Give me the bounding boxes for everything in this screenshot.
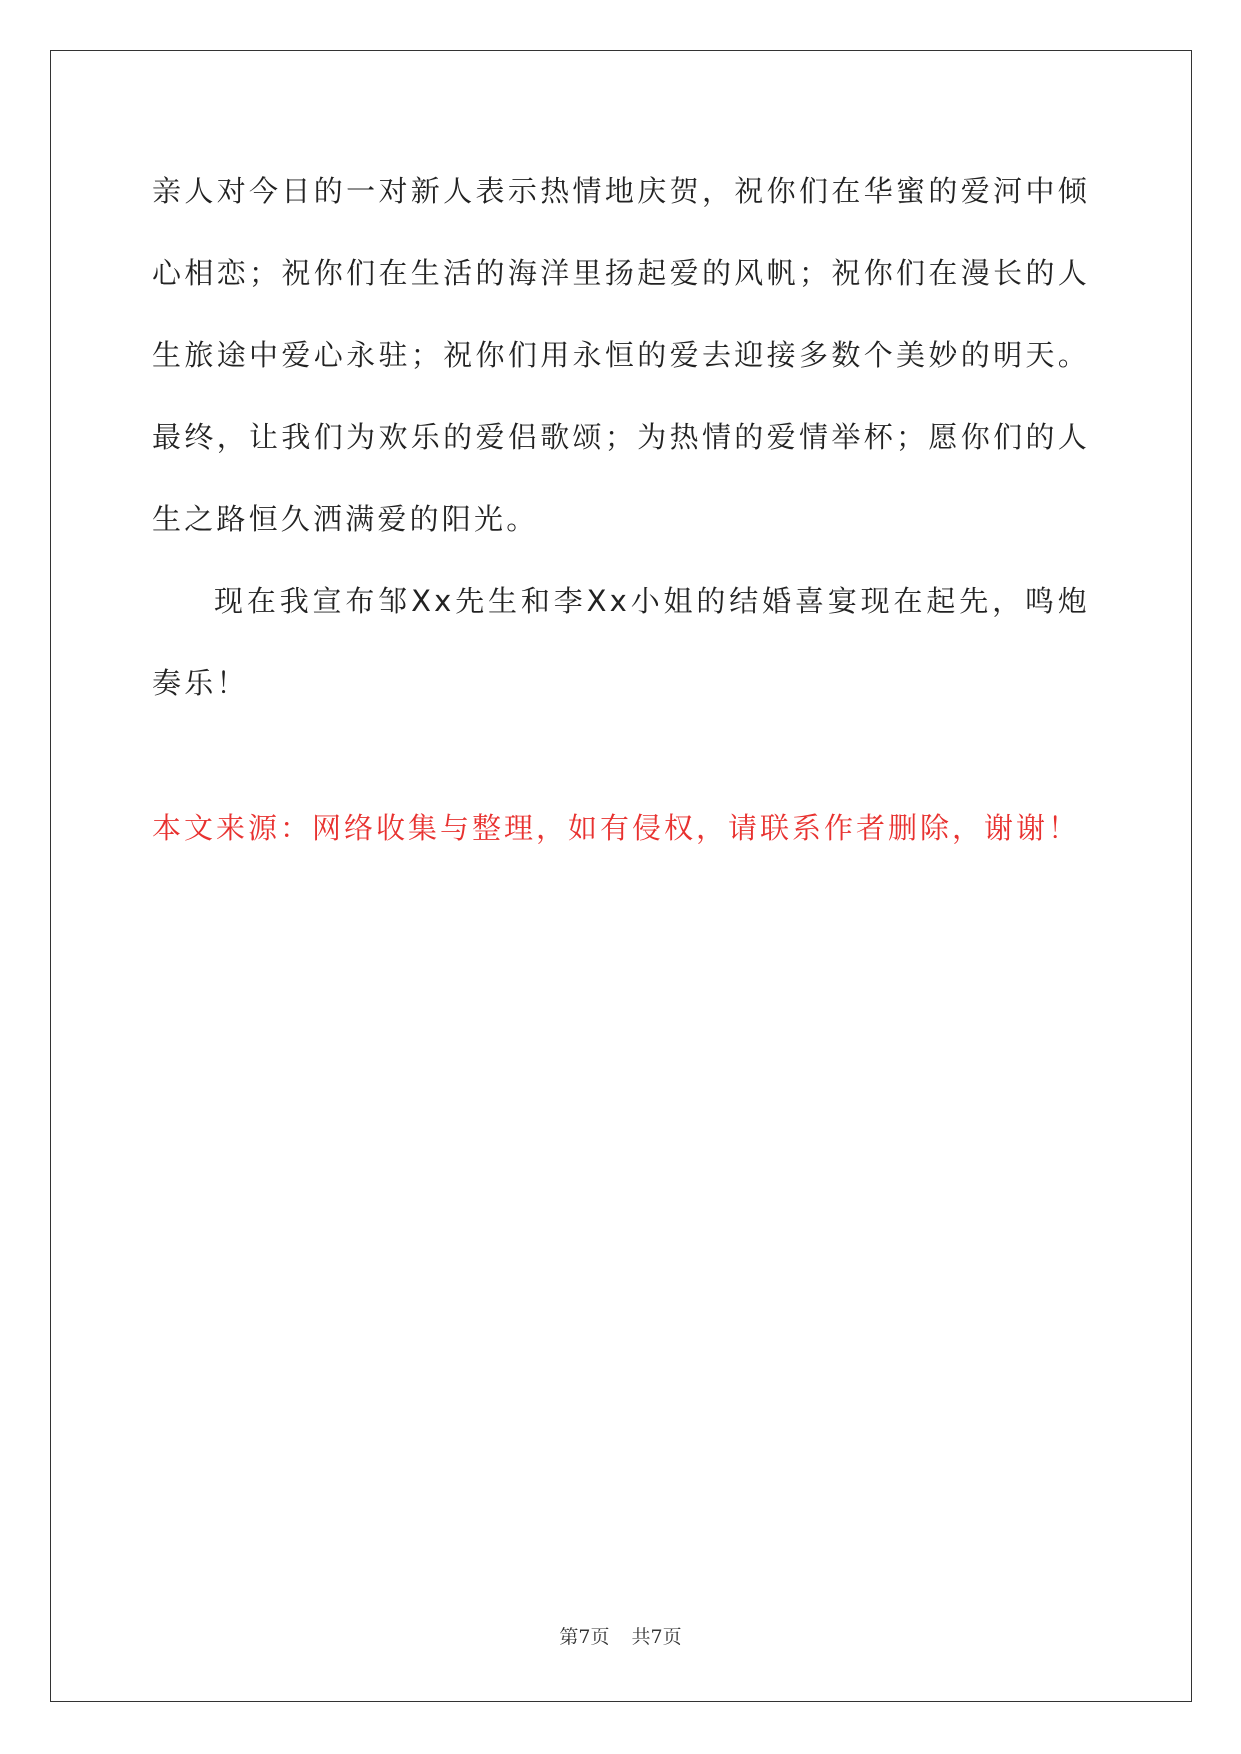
source-disclaimer: 本文来源：网络收集与整理，如有侵权，请联系作者删除，谢谢！ <box>152 811 1081 845</box>
body-paragraph-2: 现在我宣布邹Xx先生和李Xx小姐的结婚喜宴现在起先，鸣炮奏乐！ <box>152 584 1090 700</box>
page-total: 共7页 <box>631 1626 682 1648</box>
page-number: 第7页 <box>559 1626 610 1648</box>
page-footer <box>0 1622 1241 1649</box>
body-paragraph-1: 亲人对今日的一对新人表示热情地庆贺，祝你们在华蜜的爱河中倾心相恋；祝你们在生活的海洋里扬起爱的风帆；祝你们在漫长的人生旅途中爱心永驻；祝你们用永恒的爱去迎接多数个美妙的明天。最终，让我们为欢乐的爱侣歌颂；为热情的爱情举杯；愿你们的人生之路恒久洒满爱的阳光。 <box>152 174 1090 536</box>
